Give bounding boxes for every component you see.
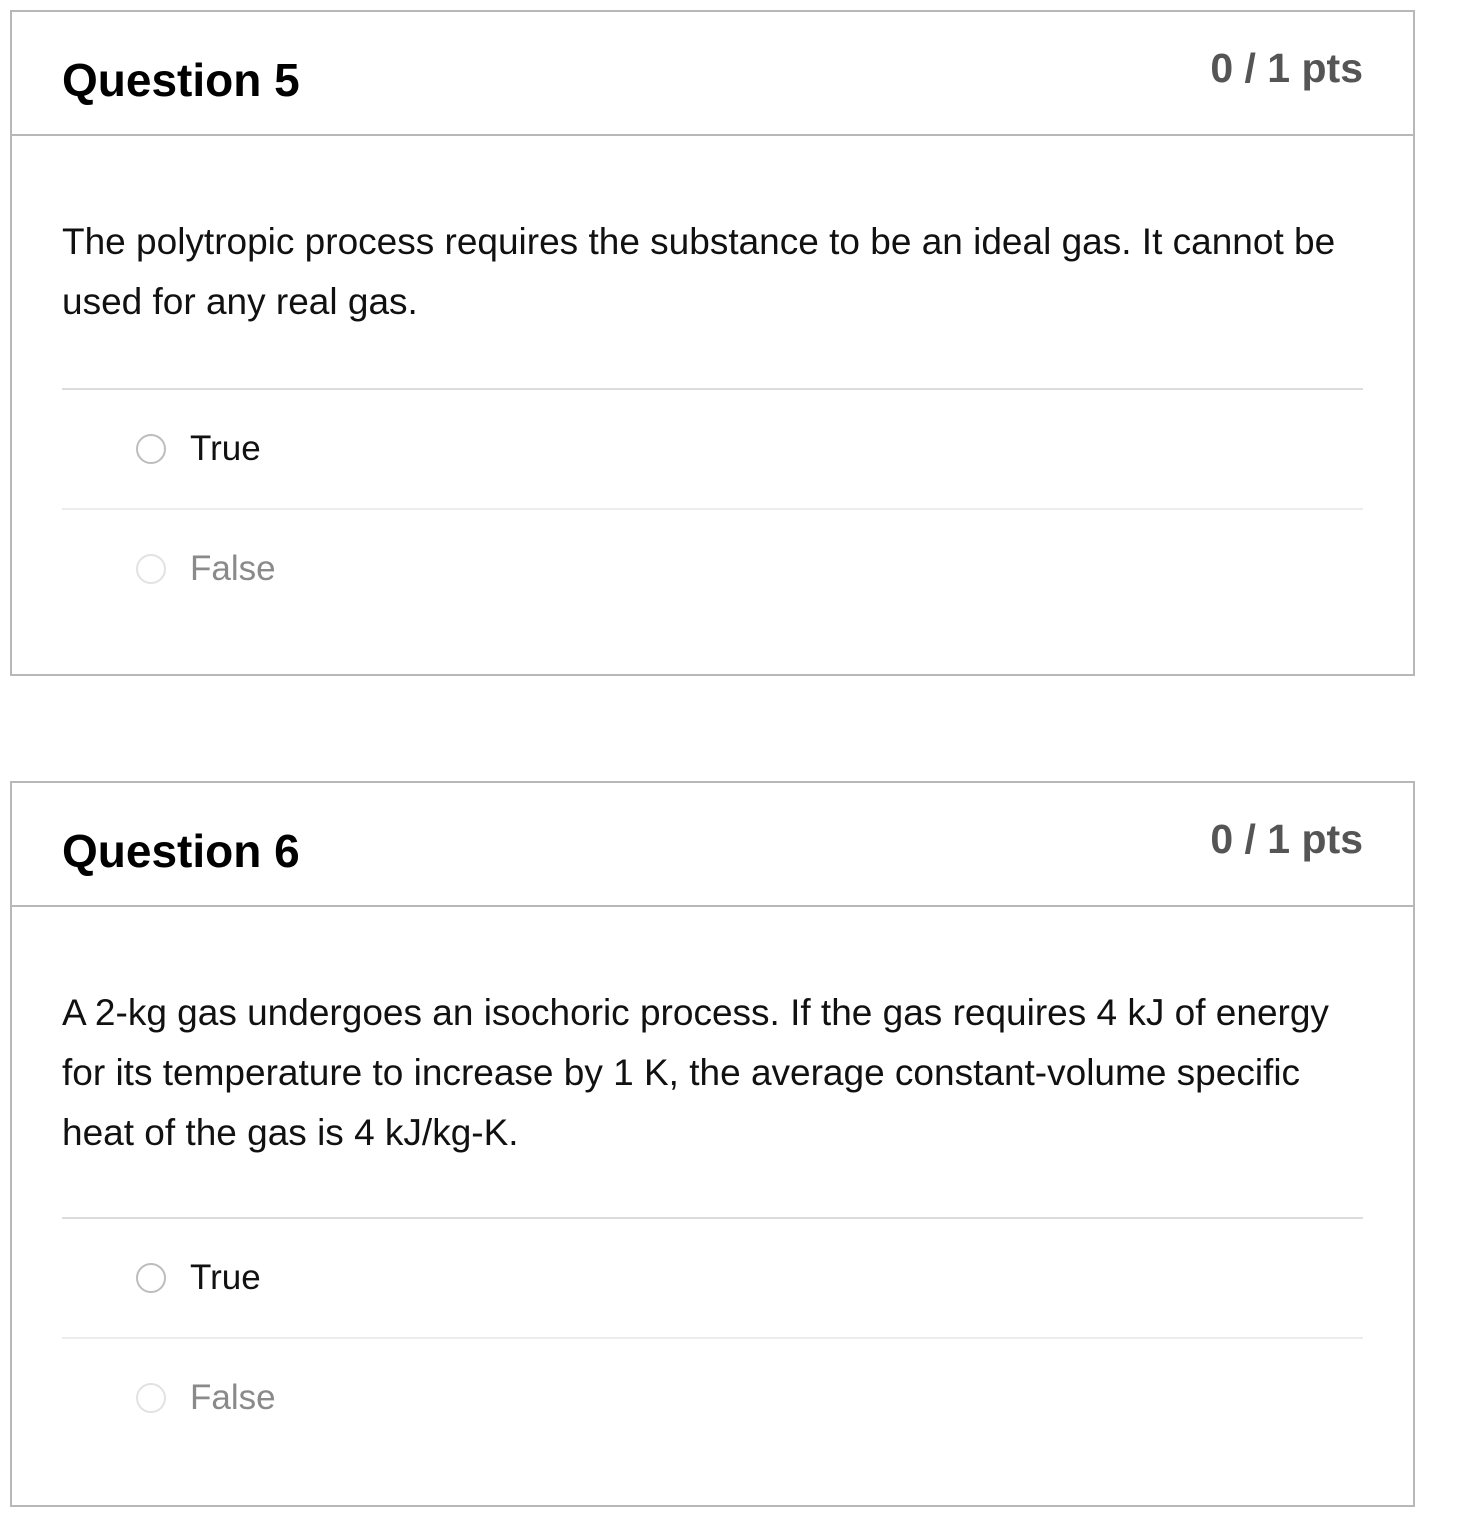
answer-label: True: [190, 1258, 261, 1297]
question-6-answers: [62, 1217, 1363, 1455]
question-6-title: Question 6: [62, 825, 300, 877]
question-6-text: A 2-kg gas undergoes an isochoric process. If the gas requires 4 kJ of energy for its temperature to increase by 1 K, the average constant-volume specific heat of the gas is 4 kJ/kg-K.: [62, 992, 1329, 1153]
question-5-title: Question 5: [62, 54, 300, 106]
question-6-card: [10, 781, 1415, 1507]
radio-button-icon[interactable]: [136, 1383, 166, 1413]
radio-button-icon[interactable]: [136, 434, 166, 464]
radio-button-icon[interactable]: [136, 1263, 166, 1293]
question-6-header: [12, 783, 1413, 907]
question-5-points: 0 / 1 pts: [1210, 45, 1363, 91]
question-5-answer-false[interactable]: [62, 508, 1363, 626]
answer-label: False: [190, 1378, 276, 1417]
question-5-answer-true[interactable]: [62, 390, 1363, 508]
question-6-points: 0 / 1 pts: [1210, 816, 1363, 862]
header-notch: [10, 871, 12, 907]
question-6-answer-false[interactable]: [62, 1337, 1363, 1455]
radio-button-icon[interactable]: [136, 554, 166, 584]
question-6-answer-true[interactable]: [62, 1219, 1363, 1337]
question-5-text: The polytropic process requires the substance to be an ideal gas. It cannot be used for any real gas.: [62, 221, 1336, 322]
header-notch: [10, 100, 12, 136]
question-5-header: [12, 12, 1413, 136]
answer-label: True: [190, 429, 261, 468]
answer-label: False: [190, 549, 276, 588]
question-5-card: [10, 10, 1415, 676]
question-5-answers: [62, 388, 1363, 626]
